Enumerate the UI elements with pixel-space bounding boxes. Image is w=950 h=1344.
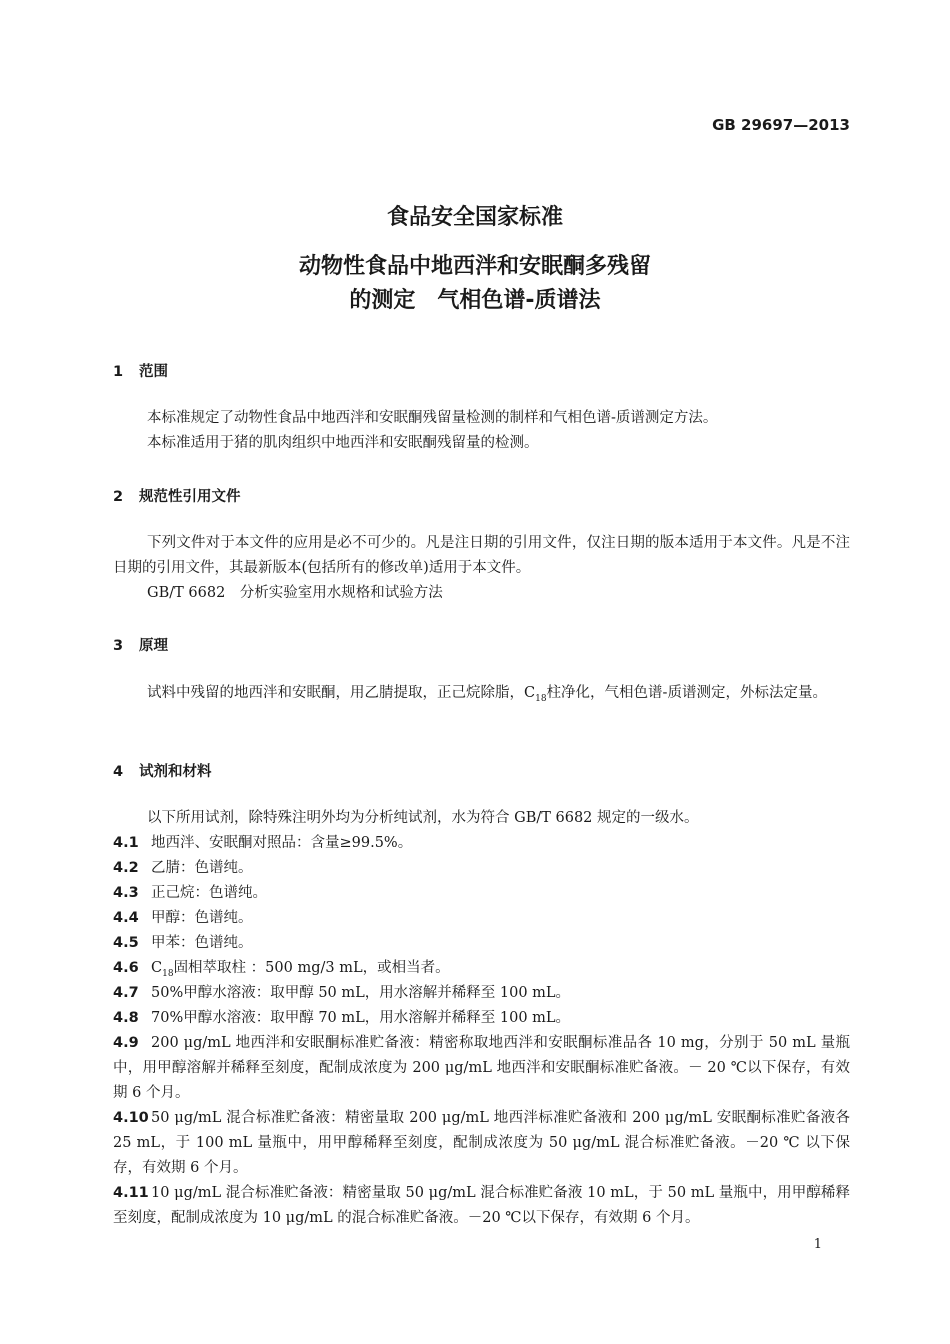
item-number: 4.4	[113, 910, 139, 926]
subscript: 18	[535, 693, 547, 704]
text: 试料中残留的地西泮和安眠酮，用乙腈提取，正己烷除脂，C	[147, 685, 536, 701]
section-number: 3	[113, 638, 124, 654]
item-text: C	[151, 960, 163, 976]
section-title: 试剂和材料	[139, 764, 212, 780]
item-text: 乙腈：色谱纯。	[151, 860, 253, 876]
item-number: 4.7	[113, 985, 139, 1001]
item-number: 4.10	[113, 1110, 149, 1126]
section-2-reference: GB/T 6682 分析实验室用水规格和试验方法	[147, 585, 443, 601]
list-item-4-8	[113, 1006, 850, 1031]
section-title: 规范性引用文件	[139, 489, 241, 505]
title-line-2: 动物性食品中地西泮和安眠酮多残留	[298, 254, 651, 279]
title-line-1: 食品安全国家标准	[386, 205, 563, 230]
section-number: 2	[113, 489, 124, 505]
list-item-4-1	[113, 831, 850, 856]
section-3-paragraph	[113, 681, 850, 712]
item-number: 4.5	[113, 935, 139, 951]
section-1-paragraph-2: 本标准适用于猪的肌肉组织中地西泮和安眠酮残留量的检测。	[147, 435, 539, 451]
item-text: 50 μg/mL 混合标准贮备液：精密量取 200 μg/mL 地西泮标准贮备液和 200 μg/mL 安眠酮标准贮备液各 25 mL，于 100 mL 量瓶中，用甲醇稀释至刻度，配制成浓度为 50 μg/mL 混合标准贮备液。－20 ℃ 以下保存，有效期 6 个月。	[113, 1110, 850, 1176]
item-text: 正己烷：色谱纯。	[151, 885, 267, 901]
item-text: 70%甲醇水溶液：取甲醇 70 mL，用水溶解并稀释至 100 mL。	[151, 1010, 571, 1026]
section-2-paragraph-1: 下列文件对于本文件的应用是必不可少的。凡是注日期的引用文件，仅注日期的版本适用于本文件。凡是不注日期的引用文件，其最新版本(包括所有的修改单)适用于本文件。	[113, 535, 850, 576]
item-number: 4.6	[113, 960, 139, 976]
list-item-4-4	[113, 906, 850, 931]
section-number: 1	[113, 364, 124, 380]
subscript: 18	[162, 968, 174, 979]
page-number: 1	[813, 1237, 822, 1252]
item-text: 50%甲醇水溶液：取甲醇 50 mL，用水溶解并稀释至 100 mL。	[151, 985, 571, 1001]
section-1-paragraph-1: 本标准规定了动物性食品中地西泮和安眠酮残留量检测的制样和气相色谱-质谱测定方法。	[147, 410, 718, 426]
item-text: 固相萃取柱 ：500 mg/3 mL，或相当者。	[173, 960, 450, 976]
section-4-intro: 以下所用试剂，除特殊注明外均为分析纯试剂，水为符合 GB/T 6682 规定的一级水。	[147, 810, 699, 826]
item-text: 甲醇：色谱纯。	[151, 910, 253, 926]
section-title: 原理	[139, 638, 168, 654]
section-title: 范围	[139, 364, 168, 380]
list-item-4-3	[113, 881, 850, 906]
list-item-4-5	[113, 931, 850, 956]
list-item-4-7	[113, 981, 850, 1006]
list-item-4-11	[113, 1181, 850, 1231]
list-item-4-10	[113, 1106, 850, 1181]
item-number: 4.11	[113, 1185, 149, 1201]
section-2-heading	[113, 485, 241, 506]
section-3-heading	[113, 634, 168, 655]
list-item-4-9	[113, 1031, 850, 1106]
section-1-heading	[113, 360, 168, 381]
section-number: 4	[113, 764, 124, 780]
item-number: 4.9	[113, 1035, 139, 1051]
item-number: 4.2	[113, 860, 139, 876]
section-4-heading	[113, 760, 212, 781]
item-number: 4.3	[113, 885, 139, 901]
list-item-4-2	[113, 856, 850, 881]
item-number: 4.8	[113, 1010, 139, 1026]
item-text: 地西泮、安眠酮对照品：含量≥99.5%。	[151, 835, 413, 851]
text: 柱净化，气相色谱-质谱测定，外标法定量。	[546, 685, 827, 701]
title-line-3: 的测定 气相色谱-质谱法	[349, 288, 601, 313]
item-text: 甲苯：色谱纯。	[151, 935, 253, 951]
item-text: 10 μg/mL 混合标准贮备液：精密量取 50 μg/mL 混合标准贮备液 10 mL，于 50 mL 量瓶中，用甲醇稀释至刻度，配制成浓度为 10 μg/mL 的混合标准贮备液。－20 ℃以下保存，有效期 6 个月。	[113, 1185, 850, 1226]
standard-code: GB 29697—2013	[712, 116, 850, 134]
item-text: 200 μg/mL 地西泮和安眠酮标准贮备液：精密称取地西泮和安眠酮标准品各 10 mg，分别于 50 mL 量瓶中，用甲醇溶解并稀释至刻度，配制成浓度为 200 μg/mL 地西泮和安眠酮标准贮备液。－ 20 ℃以下保存，有效期 6 个月。	[113, 1035, 850, 1101]
item-number: 4.1	[113, 835, 139, 851]
